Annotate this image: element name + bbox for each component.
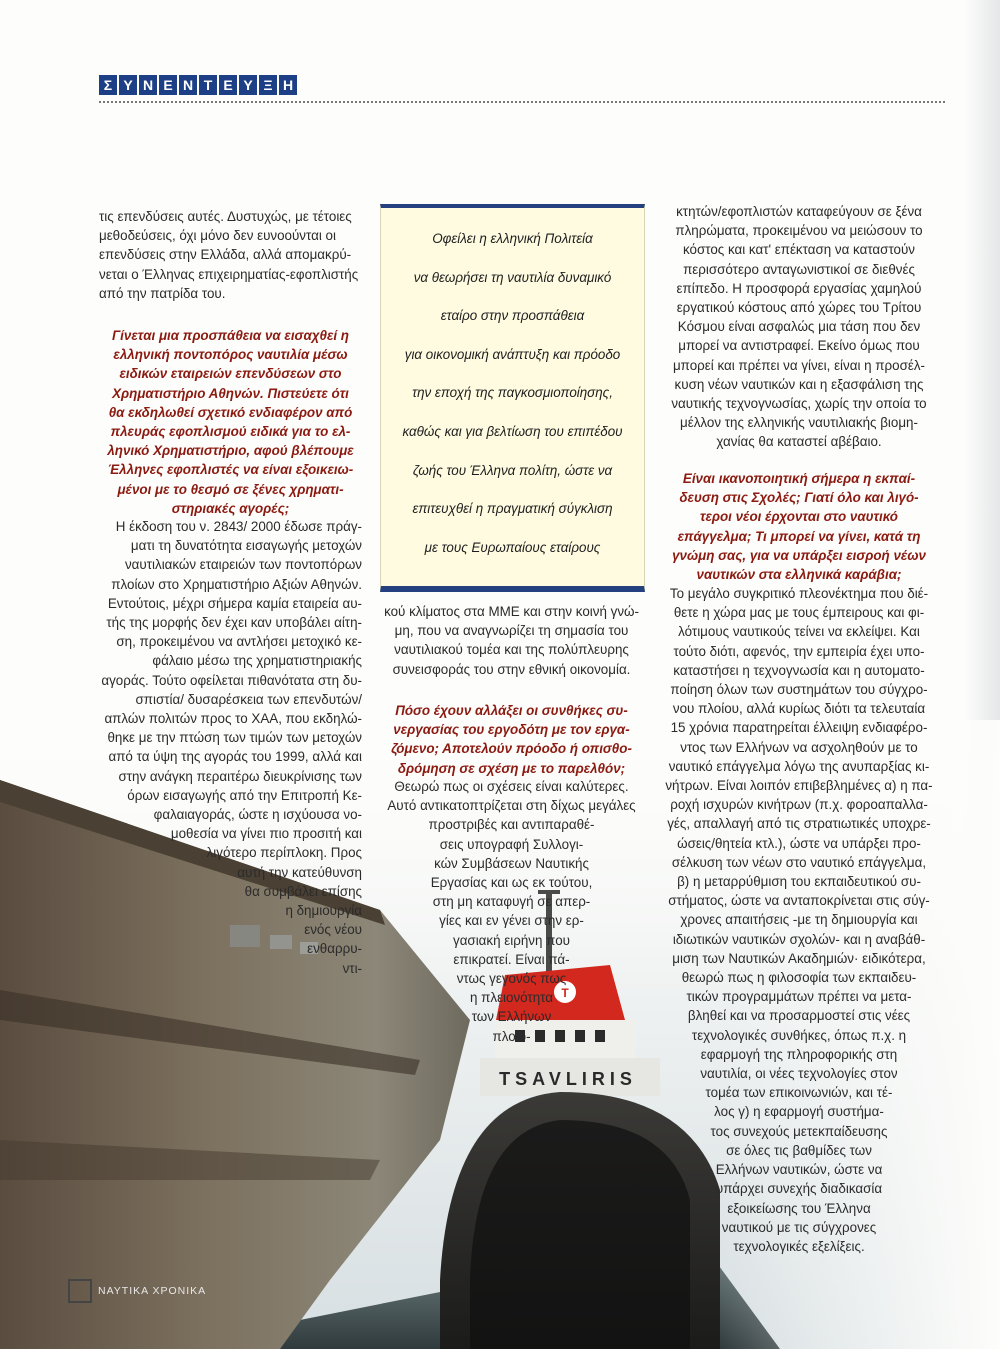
text-line: κόστος και κατ' επέκταση να καταστούν	[682, 242, 916, 258]
column-3-answer	[662, 584, 936, 1256]
text-line: επικρατεί. Είναι πά-	[453, 951, 570, 967]
quote-line: επιτευχθεί η πραγματική σύγκλιση	[412, 501, 613, 517]
text-line: φάλαιο μέσω της χρηματιστηριακής	[152, 653, 362, 669]
text-line: β) η μεταρρύθμιση του εκπαιδευτικού συ-	[677, 874, 921, 890]
text-line: γασιακή ειρήνη που	[453, 932, 570, 948]
text-line: φαλαιαγοράς, ώστε η ισχύουσα νο-	[153, 807, 362, 823]
question-line: ειδικών εταιρειών επενδύσεων στο	[119, 366, 342, 382]
column-3-question	[662, 469, 936, 584]
text-line: τις επενδύσεις αυτές. Δυστυχώς, με τέτοιες	[99, 209, 352, 224]
quote-line: εταίρο στην προσπάθεια	[440, 308, 585, 324]
text-line: η πλειονότητα	[469, 990, 554, 1006]
text-line: εξοικείωσης του Έλληνα	[727, 1200, 871, 1216]
column-2-question	[380, 701, 643, 778]
text-line: Εντούτοις, μέχρι σήμερα καμία εταιρεία αυ-	[107, 595, 362, 611]
text-line: νήτρων. Είναι λοιπόν επιβεβλημένες α) η πα-	[665, 778, 933, 794]
question-line: ληνικό Χρηματιστήριο, αφού βλέπουμε	[107, 443, 354, 459]
text-line: κυση νέων ναυτικών και η εξασφάλιση της	[674, 376, 924, 392]
text-line: Κόσμου είναι ασφαλώς μια τάση που δεν	[677, 319, 921, 335]
quote-line: Οφείλει η ελληνική Πολιτεία	[432, 231, 593, 246]
text-line: μοθεσία να γίνει πιο προσιτή και	[170, 826, 362, 842]
text-line: κού κλίματος στα ΜΜΕ και στην κοινή γνώ-	[384, 604, 639, 619]
question-line: γνώμη σας, για να υπάρξει εισροή νέων	[672, 547, 926, 563]
question-line: ναυτικών στα ελληνικά καράβια;	[696, 567, 902, 583]
text-line: μέλλον της ελληνικής ναυτιλιακής βιομη-	[680, 415, 918, 431]
column-2-answer	[380, 777, 643, 1046]
text-line: περισσότερο ανταγωνιστικοί σε διεθνές	[683, 261, 915, 277]
ship-name: TSAVLIRIS	[499, 1069, 637, 1089]
text-line: ιδιωτικών ναυτικών σχολών- και η αναβάθ-	[672, 931, 926, 947]
section-letter: Ε	[159, 75, 177, 95]
quote-line: καθώς και για βελτίωση του επιπέδου	[402, 423, 623, 439]
text-line: μεθοδεύσεις, όχι μόνο δεν ευνοούνται οι	[99, 228, 336, 244]
question-line: ζόμενο; Αποτελούν πρόοδο ή οπισθο-	[391, 741, 632, 757]
section-letter: Η	[279, 75, 297, 95]
text-line: ώσεις/θητεία κτλ.), ώστε να υπάρξει προ-	[677, 835, 921, 851]
question-line: Είναι ικανοποιητική σήμερα η εκπαί-	[682, 471, 916, 486]
section-letter: Ν	[179, 75, 197, 95]
text-line: τεχνολογικές συνθήκες, όπως π.χ. η	[691, 1027, 907, 1043]
text-line: ροχή ισχυρών κινήτρων (π.χ. φοροαπαλλα-	[670, 797, 928, 813]
text-line: Το μεγάλο συγκριτικό πλεονέκτημα που διέ-	[669, 586, 929, 601]
text-line: γίες και εν γένει στην ερ-	[439, 913, 584, 929]
text-line: 15 χρόνια παρατηρείται έλλειψη ενδιαφέρο-	[670, 720, 928, 736]
text-line: καταστήσει η τεχνογνωσία και η αυτοματο-	[673, 662, 925, 678]
section-letter: Ξ	[259, 75, 277, 95]
text-line: σπιστία/ δυσαρέσκεια των επενδυτών/	[135, 691, 362, 707]
text-line: ενθαρρυ-	[307, 941, 362, 957]
text-line: ποίηση όλων των συστημάτων του σύγχρο-	[670, 682, 928, 698]
question-line: δρόμηση σε σχέση με το παρελθόν;	[397, 760, 626, 776]
text-line: τεχνολογικές εξελίξεις.	[733, 1238, 865, 1254]
section-letter: Υ	[239, 75, 257, 95]
text-line: εφαρμογή της πληροφορικής στη	[700, 1046, 898, 1062]
text-line: από την πατρίδα του.	[99, 285, 226, 301]
text-line: ναυτικό επάγγελμα λόγω της ανυπαρξίας κι-	[668, 758, 930, 774]
text-line: πληρώματα, προκειμένου να μειώσουν το	[675, 223, 923, 239]
text-line: συνεισφοράς του στην εθνική οικονομία.	[392, 661, 631, 677]
question-line: Γίνεται μια προσπάθεια να εισαχθεί η	[112, 328, 349, 343]
section-letter: Ε	[219, 75, 237, 95]
text-line: τούτο διότι, αφενός, την εμπειρία έχει υπο-	[673, 643, 925, 659]
text-line: χρονες απαιτήσεις -με τη δημιουργία και	[680, 912, 918, 928]
text-line: νου πλοίου, αλλά κυρίως διότι τα τελευταία	[672, 701, 926, 717]
text-line: Η έκδοση του ν. 2843/ 2000 έδωσε πράγ-	[115, 519, 362, 534]
text-line: σέλκυση των νέων στο ναυτικό επάγγελμα,	[671, 854, 927, 870]
text-line: στήματος, ώστε να ανταποκρίνεται στις σύγ-	[668, 893, 930, 909]
text-line: μη, που να αναγνωρίζει τη σημασία του	[394, 623, 629, 639]
text-line: ντως γεγονός πως	[456, 971, 567, 987]
text-line: επίπεδο. Η προσφορά εργασίας χαμηλού	[676, 280, 922, 296]
text-line: θετε η χώρα μας με τους έμπειρους και φι-	[673, 605, 925, 621]
section-label	[99, 75, 297, 95]
question-line: Πόσο έχουν αλλάξει οι συνθήκες συ-	[395, 703, 628, 718]
question-line: στηριακές αγορές;	[171, 500, 290, 516]
text-line: ση, προκειμένου να αντλήσει μετοχικό κε-	[116, 634, 362, 650]
text-line: μπορεί να αντιστραφεί. Εκείνο όμως που	[678, 338, 920, 354]
text-line: ντος των Ελλήνων να ασχοληθούν με το	[680, 739, 918, 755]
question-line: επάγγελμα; Τι μπορεί να γίνει, κατά τη	[677, 528, 921, 544]
text-line: εργατικού κόστους από χώρες του Τρίτου	[676, 300, 922, 316]
text-line: βληθεί και να προσαρμοστεί στις νέες	[687, 1008, 911, 1024]
question-line: τεροι νέοι έρχονται στο ναυτικό	[700, 509, 898, 525]
text-line: τής της μορφής δεν έχει καν υποβάλει αίτη-	[106, 615, 362, 631]
question-line: Έλληνες εφοπλιστές να είναι εξοικειω-	[107, 462, 354, 478]
text-line: γές, απαλλαγή από τις στρατιωτικές υποχρε-	[667, 816, 931, 832]
text-line: η δημιουργία	[285, 903, 362, 919]
text-line: νεται ο Έλληνας επιχειρηματίας-εφοπλιστής	[99, 266, 359, 282]
section-rule	[99, 101, 945, 103]
text-line: θεωρώ πως η φιλοσοφία των εκπαιδευ-	[681, 970, 917, 986]
magazine-name: ΝΑΥΤΙΚΑ ΧΡΟΝΙΚΑ	[98, 1285, 207, 1297]
text-line: απλών πολιτών προς το ΧΑΑ, που εκδηλώ-	[104, 711, 362, 727]
text-line: Αυτό αντικατοπτρίζεται στη δίχως μεγάλες	[387, 798, 636, 814]
text-line: στη μη καταφυγή σε απερ-	[432, 894, 591, 910]
text-line: ναυτιλιακού τομέα και της πολύπλευρης	[394, 642, 629, 658]
pull-quote	[380, 204, 645, 592]
quote-line: με τους Ευρωπαίους εταίρους	[424, 539, 601, 555]
question-line: δευση στις Σχολές; Γιατί όλο και λιγό-	[679, 490, 919, 506]
page-number-box	[68, 1279, 92, 1303]
text-line: σε όλες τις βαθμίδες των	[726, 1142, 872, 1158]
text-line: επενδύσεις στην Ελλάδα, αλλά απομακρύ-	[99, 247, 352, 263]
text-line: λότιμους ναυτικούς τείνει να εκλείψει. Και	[678, 624, 920, 640]
text-line: Ελλήνων ναυτικών, ώστε να	[715, 1162, 883, 1178]
column-1-intro	[99, 207, 362, 303]
text-line: τος συνεχούς μετεκπαίδευσης	[710, 1123, 888, 1139]
text-line: μπορεί και πρέπει να γίνει, είναι η προσέλ-	[672, 357, 926, 373]
text-line: αυτή την κατεύθυνση	[237, 864, 362, 880]
text-line: τομέα των επικοινωνιών, και τέ-	[705, 1085, 893, 1101]
question-line: Χρηματιστήριο Αθηνών. Πιστεύετε ότι	[112, 385, 349, 401]
text-line: ενός νέου	[304, 922, 362, 938]
text-line: πλοιο-	[492, 1028, 531, 1044]
text-line: τικών προγραμμάτων πρέπει να μετα-	[686, 989, 912, 1005]
text-line: πλοίων στο Χρηματιστήριο Αξιών Αθηνών.	[111, 576, 362, 592]
text-line: κών Συμβάσεων Ναυτικής	[434, 855, 589, 871]
section-letter: Τ	[199, 75, 217, 95]
funnel-letter: T	[561, 986, 569, 1000]
column-2-intro	[380, 602, 643, 679]
quote-line: την εποχή της παγκοσμιοποίησης,	[412, 385, 613, 401]
column-1-question	[99, 326, 362, 518]
text-line: μιση των Ναυτικών Ακαδημιών· ειδικότερα,	[672, 950, 926, 966]
text-line: θα συμβάλει επίσης	[244, 883, 362, 899]
text-line: κτητών/εφοπλιστών καταφεύγουν σε ξένα	[676, 204, 922, 219]
section-letter: Υ	[119, 75, 137, 95]
section-letter: Ν	[139, 75, 157, 95]
text-line: ντι-	[342, 960, 362, 976]
text-line: σεις υπογραφή Συλλογι-	[439, 836, 584, 852]
text-line: ναυτικής τεχνογνωσίας, χωρίς την οποία το	[671, 396, 927, 412]
column-1-answer	[99, 517, 362, 978]
question-line: μένοι με το θεσμό σε ξένες χρηματι-	[117, 481, 344, 497]
text-line: αγοράς. Τούτο οφείλεται πιθανότατα στη δυ-	[101, 672, 362, 688]
text-line: των Ελλήνων	[471, 1009, 552, 1025]
column-3-intro	[662, 202, 936, 452]
text-line: θηκε με την πτώση των τιμών των μετοχών	[107, 730, 362, 746]
text-line: ναυτιλιακών εταιρειών των ποντοπόρων	[124, 557, 362, 573]
question-line: θα εκδηλωθεί σχετικό ενδιαφέρον από	[108, 404, 353, 420]
text-line: όρων εισαγωγής από την Επιτροπή Κε-	[127, 787, 362, 803]
text-line: από τα ύψη της αγοράς του 1999, αλλά και	[108, 749, 362, 765]
text-line: Θεωρώ πως οι σχέσεις είναι καλύτερες.	[394, 779, 629, 794]
text-line: Εργασίας και ως εκ τούτου,	[430, 875, 593, 891]
text-line: ματι τη δυνατότητα εισαγωγής μετοχών	[130, 538, 362, 554]
section-letter: Σ	[99, 75, 117, 95]
text-line: στην ανάγκη περαιτέρω διευκρίνισης των	[118, 768, 362, 784]
question-line: πλευράς εφοπλισμού ειδικά για το ελ-	[110, 424, 351, 440]
question-line: ελληνική ποντοπόρος ναυτιλία μέσω	[113, 347, 348, 363]
text-line: υπάρχει συνεχής διαδικασία	[715, 1181, 883, 1197]
text-line: λος γ) η εφαρμογή συστήμα-	[714, 1104, 884, 1120]
question-line: νεργασίας του εργοδότη με τον εργα-	[393, 722, 630, 738]
quote-line: για οικονομική ανάπτυξη και πρόοδο	[404, 346, 621, 362]
text-line: χανίας θα καταστεί αβέβαιο.	[716, 434, 882, 450]
quote-line: να θεωρήσει τη ναυτιλία δυναμικό	[413, 269, 612, 285]
text-line: ναυτιλία, οι νέες τεχνολογίες στον	[700, 1066, 898, 1082]
text-line: ναυτικού με τις σύγχρονες	[721, 1219, 877, 1235]
text-line: λιγότερο περίπλοκη. Προς	[206, 845, 362, 861]
text-line: προστριβές και αντιπαραθέ-	[428, 817, 595, 833]
quote-line: ζωής του Έλληνα πολίτη, ώστε να	[412, 462, 613, 478]
